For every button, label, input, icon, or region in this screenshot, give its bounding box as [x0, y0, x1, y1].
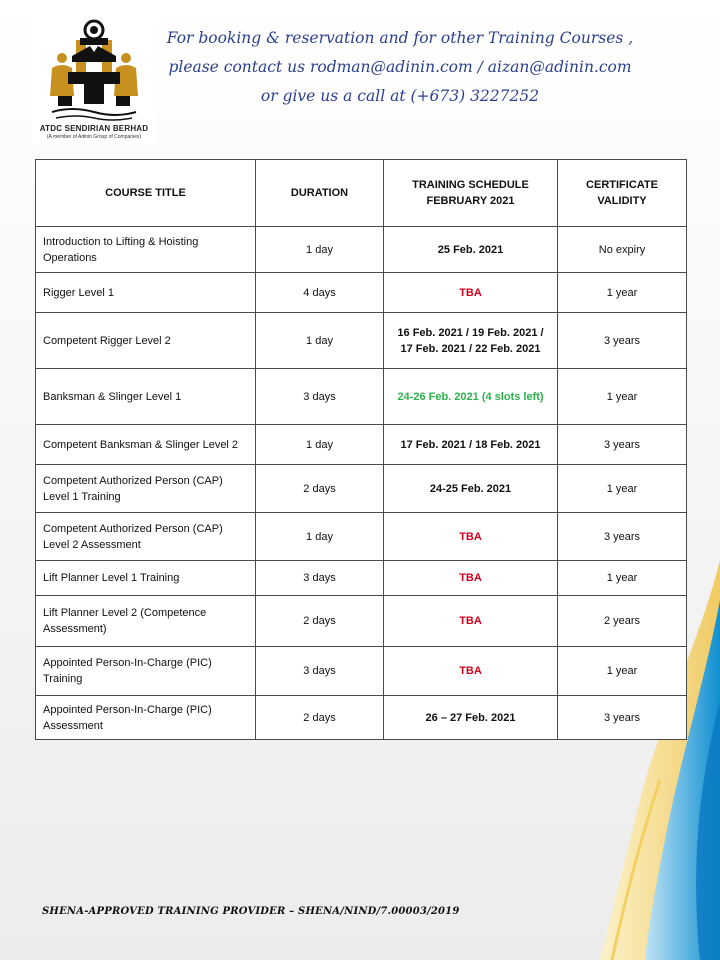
schedule-cell: 16 Feb. 2021 / 19 Feb. 2021 / 17 Feb. 2021 / 22 Feb. 2021	[384, 313, 558, 369]
footer-approval-text: SHENA-APPROVED TRAINING PROVIDER – SHENA/NIND/7.00003/2019	[42, 906, 460, 917]
course-title-cell: Competent Rigger Level 2	[36, 313, 256, 369]
duration-cell: 3 days	[256, 369, 384, 425]
schedule-cell: 24-26 Feb. 2021 (4 slots left)	[384, 369, 558, 425]
schedule-cell: 25 Feb. 2021	[384, 227, 558, 273]
schedule-cell: 26 – 27 Feb. 2021	[384, 696, 558, 740]
table-row	[36, 596, 687, 647]
duration-cell: 3 days	[256, 647, 384, 696]
validity-cell: 1 year	[558, 465, 687, 513]
course-title-cell: Introduction to Lifting & Hoisting Operations	[36, 227, 256, 273]
contact-line-1: For booking & reservation and for other Training Courses ,	[166, 29, 634, 47]
contact-line-3: or give us a call at (+673) 3227252	[260, 87, 540, 105]
course-title-cell: Appointed Person-In-Charge (PIC) Assessment	[36, 696, 256, 740]
validity-cell: 3 years	[558, 313, 687, 369]
course-title-cell: Competent Authorized Person (CAP) Level 2 Assessment	[36, 513, 256, 561]
duration-cell: 4 days	[256, 273, 384, 313]
course-title-cell: Appointed Person-In-Charge (PIC) Training	[36, 647, 256, 696]
schedule-cell: TBA	[384, 647, 558, 696]
duration-cell: 3 days	[256, 561, 384, 596]
company-logo	[32, 16, 156, 144]
course-title-cell: Lift Planner Level 1 Training	[36, 561, 256, 596]
duration-cell: 2 days	[256, 696, 384, 740]
duration-cell: 1 day	[256, 313, 384, 369]
header-course-title: COURSE TITLE	[36, 160, 256, 227]
contact-line-2: please contact us rodman@adinin.com / aizan@adinin.com	[168, 58, 632, 76]
table-row	[36, 696, 687, 740]
logo-emblem-icon	[32, 16, 156, 124]
table-row	[36, 561, 687, 596]
validity-cell: 1 year	[558, 369, 687, 425]
course-title-cell: Lift Planner Level 2 (Competence Assessment)	[36, 596, 256, 647]
course-title-cell: Rigger Level 1	[36, 273, 256, 313]
table-row	[36, 313, 687, 369]
duration-cell: 1 day	[256, 227, 384, 273]
company-name: ATDC SENDIRIAN BERHAD	[39, 124, 149, 133]
contact-info	[160, 24, 640, 111]
validity-cell: 3 years	[558, 425, 687, 465]
course-schedule-table	[35, 159, 687, 740]
duration-cell: 2 days	[256, 596, 384, 647]
validity-cell: No expiry	[558, 227, 687, 273]
schedule-cell: TBA	[384, 561, 558, 596]
header-training-schedule: TRAINING SCHEDULE FEBRUARY 2021	[384, 160, 558, 227]
schedule-cell: 24-25 Feb. 2021	[384, 465, 558, 513]
schedule-cell: 17 Feb. 2021 / 18 Feb. 2021	[384, 425, 558, 465]
course-title-cell: Competent Authorized Person (CAP) Level 1 Training	[36, 465, 256, 513]
header-certificate-validity: CERTIFICATE VALIDITY	[558, 160, 687, 227]
schedule-cell: TBA	[384, 273, 558, 313]
validity-cell: 3 years	[558, 696, 687, 740]
table-row	[36, 227, 687, 273]
validity-cell: 1 year	[558, 561, 687, 596]
validity-cell: 1 year	[558, 647, 687, 696]
table-row	[36, 273, 687, 313]
duration-cell: 1 day	[256, 513, 384, 561]
table-row	[36, 513, 687, 561]
schedule-cell: TBA	[384, 596, 558, 647]
validity-cell: 2 years	[558, 596, 687, 647]
header-duration: DURATION	[256, 160, 384, 227]
duration-cell: 1 day	[256, 425, 384, 465]
table-row	[36, 647, 687, 696]
table-header-row	[36, 160, 687, 227]
company-tagline: (A member of Adinin Group of Companies)	[46, 134, 142, 140]
schedule-cell: TBA	[384, 513, 558, 561]
table-row	[36, 425, 687, 465]
table-row	[36, 369, 687, 425]
table-row	[36, 465, 687, 513]
course-title-cell: Banksman & Slinger Level 1	[36, 369, 256, 425]
duration-cell: 2 days	[256, 465, 384, 513]
validity-cell: 1 year	[558, 273, 687, 313]
course-title-cell: Competent Banksman & Slinger Level 2	[36, 425, 256, 465]
validity-cell: 3 years	[558, 513, 687, 561]
